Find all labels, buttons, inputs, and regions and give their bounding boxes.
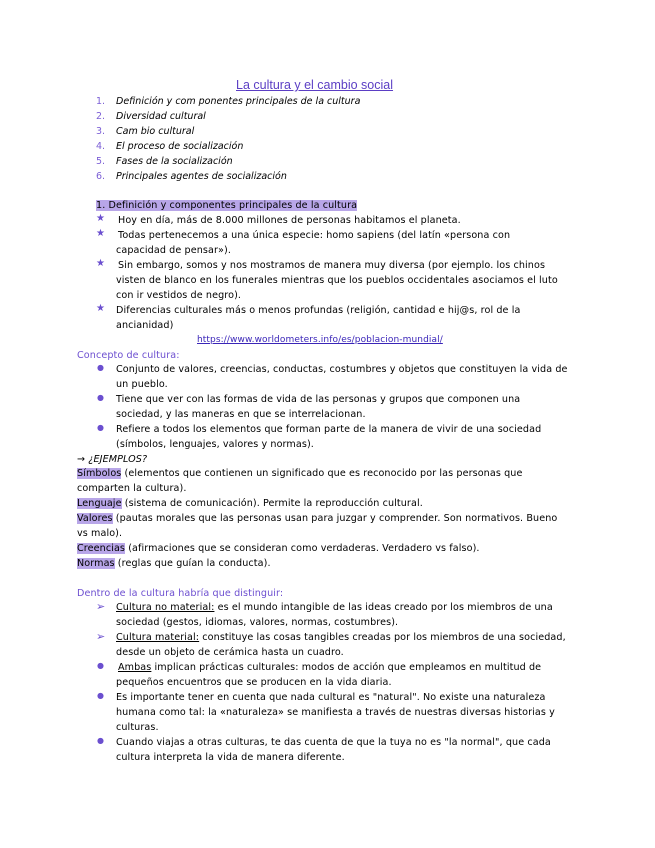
distinguish-bullet-text: pequeños encuentros que se producen en la vida diaria.: [116, 677, 392, 688]
concept-heading: Concepto de cultura:: [77, 350, 180, 361]
example-item: Normas (reglas que guían la conducta).: [77, 558, 271, 569]
bullet-icon: ●: [97, 393, 104, 402]
example-item: Símbolos (elementos que contienen un significado que es reconocido por las personas que: [77, 468, 523, 479]
star-item-text: Todas pertenecemos a una única especie: homo sapiens (del latín «persona con: [118, 230, 511, 241]
distinguish-bullet-text: Cuando viajas a otras culturas, te das cuenta de que la tuya no es "la normal", que cada: [116, 737, 551, 748]
concept-bullet-text: sociedad, y las maneras en que se interrelacionan.: [116, 409, 366, 420]
star-item-text: Sin embargo, somos y nos mostramos de manera muy diversa (por ejemplo. los chinos: [118, 260, 546, 271]
bullet-icon: ●: [97, 736, 104, 745]
arrow-item: Cultura material: constituye las cosas tangibles creadas por los miembros de una sociedad,: [116, 632, 566, 643]
arrow-item-cont: sociedad (gestos, idiomas, valores, normas, costumbres).: [116, 617, 399, 628]
star-item-text: Diferencias culturales más o menos profundas (religión, cantidad e hij@s, rol de la: [116, 305, 521, 316]
distinguish-heading: Dentro de la cultura habría que distinguir:: [77, 588, 284, 599]
star-item-text: ancianidad): [116, 320, 174, 331]
distinguish-bullet-text: cultura interpreta la vida de manera diferente.: [116, 752, 345, 763]
distinguish-bullet-text: culturas.: [116, 722, 159, 733]
star-icon: ★: [96, 258, 105, 269]
distinguish-bullet-text: humana como tal: la «naturaleza» se manifiesta a través de nuestras diversas historias y: [116, 707, 555, 718]
concept-bullet-text: un pueblo.: [116, 379, 168, 390]
star-item-text: visten de blanco en los funerales mientras que los pueblos occidentales asociamos el luto: [116, 275, 558, 286]
concept-bullet-text: Refiere a todos los elementos que forman parte de la manera de vivir de una sociedad: [116, 424, 542, 435]
example-item: Valores (pautas morales que las personas usan para juzgar y comprender. Son normativos. Bueno: [77, 513, 558, 524]
star-icon: ★: [96, 303, 105, 314]
distinguish-bullet-text: Ambas implican prácticas culturales: modos de acción que empleamos en multitud de: [118, 662, 542, 673]
concept-bullet-text: (símbolos, lenguajes, valores y normas).: [116, 439, 314, 450]
examples-heading: → ¿EJEMPLOS?: [77, 454, 148, 465]
arrow-bullet-icon: ➢: [96, 600, 106, 613]
star-item-text: con ir vestidos de negro).: [116, 290, 242, 301]
star-icon: ★: [96, 213, 105, 224]
arrow-item: Cultura no material: es el mundo intangible de las ideas creado por los miembros de una: [116, 602, 553, 613]
example-item: Creencias (afirmaciones que se consideran como verdaderas. Verdadero vs falso).: [77, 543, 480, 554]
document-page: La cultura y el cambio social 1. Definición y com ponentes principales de la cultura 2. Diversidad cultural 3. Cam bio cultural 4. El proceso de socialización 5. Fases de la socialización 6. Principales agentes de socialización 1. Definición y componentes principales de la cultura ★ Hoy en día, más de 8.000 millones de personas habitamos el planeta. ★ Todas pertenecemos a una única especie: homo sapiens (del latín «persona con capacidad de pensar»). ★ Sin embargo, somos y nos mostramos de manera muy diversa (por ejemplo. los chinos visten de blanco en los funerales mientras que los pueblos occidentales asociamos el luto con ir vestidos de negro). ★ Diferencias culturales más o menos profundas (religión, cantidad e hij@s, rol de la ancianidad) https://www.worldometers.info/es/poblacion-mundial/ Concepto de cultura: ● Conjunto de valores, creencias, conductas, costumbres y objetos que constituyen la vida de un pueblo. ● Tiene que ver con las formas de vida de las personas y grupos que componen una sociedad, y las maneras en que se interrelacionan. ● Refiere a todos los elementos que forman parte de la manera de vivir de una sociedad (símbolos, lenguajes, valores y normas). → ¿EJEMPLOS? Símbolos (elementos que contienen un significado que es reconocido por las personas que comparten la cultura). Lenguaje (sistema de comunicación). Permite la reproducción cultural. Valores (pautas morales que las personas usan para juzgar y comprender. Son normativos. Bueno vs malo). Creencias (afirmaciones que se consideran como verdaderas. Verdadero vs falso). Normas (reglas que guían la conducta). Dentro de la cultura habría que distinguir: ➢ Cultura no material: es el mundo intangible de las ideas creado por los miembros de una sociedad (gestos, idiomas, valores, normas, costumbres). ➢ Cultura material: constituye las cosas tangibles creadas por los miembros de una sociedad, desde un objeto de cerámica hasta un cuadro. ● Ambas implican prácticas culturales: modos de acción que empleamos en multitud de pequeños encuentros que se producen en la vida diaria. ● Es importante tener en cuenta que nada cultural es "natural". No existe una naturaleza humana como tal: la «naturaleza» se manifiesta a través de nuestras diversas historias y culturas. ● Cuando viajas a otras culturas, te das cuenta de que la tuya no es "la normal", que cada cultura interpreta la vida de manera diferente.: [77, 78, 568, 763]
section-heading: 1. Definición y componentes principales de la cultura: [96, 200, 358, 211]
bullet-icon: ●: [97, 691, 104, 700]
bullet-icon: ●: [97, 423, 104, 432]
concept-bullet-text: Tiene que ver con las formas de vida de las personas y grupos que componen una: [116, 394, 521, 405]
example-item-cont: comparten la cultura).: [77, 483, 187, 494]
concept-bullet-text: Conjunto de valores, creencias, conductas, costumbres y objetos que constituyen la vida de: [116, 364, 568, 375]
star-icon: ★: [96, 228, 105, 239]
arrow-bullet-icon: ➢: [96, 630, 106, 643]
population-link[interactable]: https://www.worldometers.info/es/poblacion-mundial/: [197, 335, 443, 345]
star-item-text: capacidad de pensar»).: [116, 245, 231, 256]
bullet-icon: ●: [97, 363, 104, 372]
distinguish-bullet-text: Es importante tener en cuenta que nada cultural es "natural". No existe una naturaleza: [116, 692, 546, 703]
star-item-text: Hoy en día, más de 8.000 millones de personas habitamos el planeta.: [118, 215, 461, 226]
page-title: La cultura y el cambio social: [236, 78, 394, 92]
bullet-icon: ●: [97, 661, 104, 670]
example-item-cont: vs malo).: [77, 528, 123, 539]
arrow-item-cont: desde un objeto de cerámica hasta un cuadro.: [116, 647, 344, 658]
example-item: Lenguaje (sistema de comunicación). Permite la reproducción cultural.: [77, 498, 423, 509]
